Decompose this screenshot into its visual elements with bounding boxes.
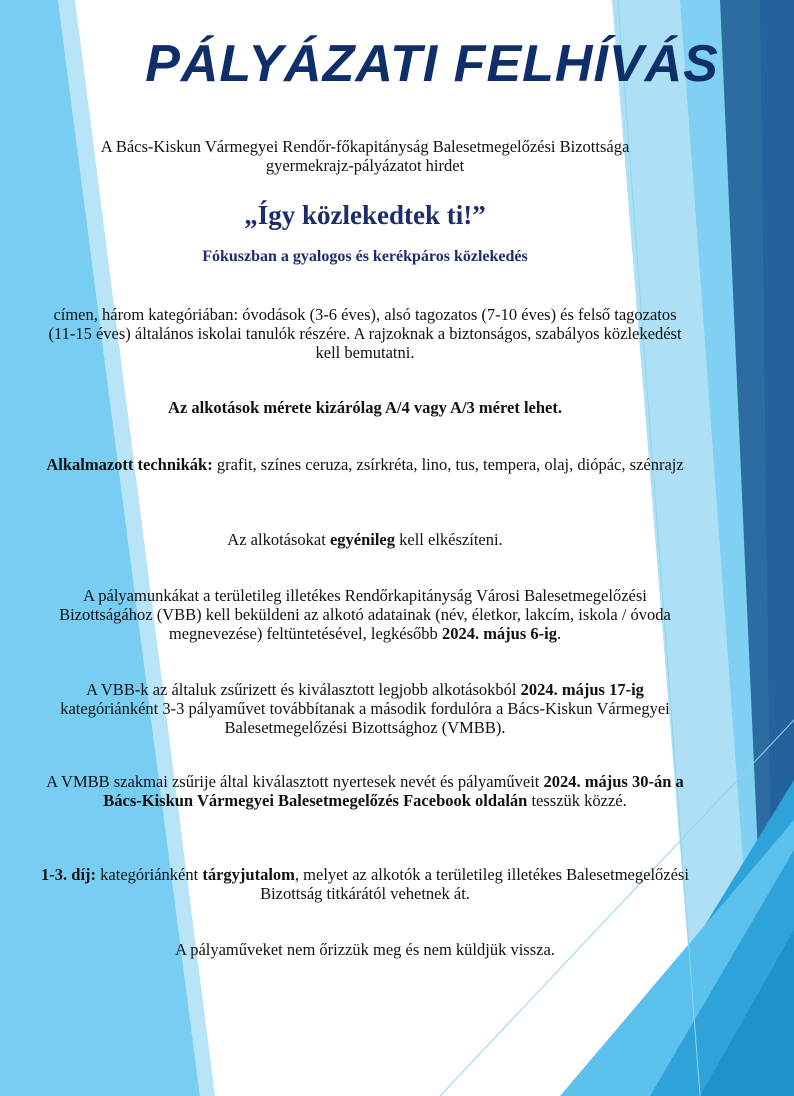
techniques-label: Alkalmazott technikák: xyxy=(46,455,213,474)
results-after: tesszük közzé. xyxy=(527,791,627,810)
techniques xyxy=(40,455,690,474)
submission-date: 2024. május 6-ig xyxy=(441,624,557,643)
submission-end: . xyxy=(556,624,562,643)
second-round-before: A VBB-k az általuk zsűrizett és kiválasztott legjobb alkotásokból xyxy=(86,680,521,699)
submission-text: A pályamunkákat a területileg illetékes Rendőrkapitányság Városi Balesetmegelőzési Bizottságához (VBB) kell beküldeni az alkotó adatainak (név, életkor, lakcím, iskola / óvoda megnevezése) feltüntetésével, legkésőbb xyxy=(59,586,671,643)
categories-text: címen, három kategóriában: óvodások (3-6 éves), alsó tagozatos (7-10 éves) és felső tagozatos (11-15 éves) általános iskolai tanulók részére. A rajzoknak a biztonságos, szabályos közlekedést kell bemutatni. xyxy=(48,305,682,362)
submission-info xyxy=(40,586,690,643)
second-round-date: 2024. május 17-ig xyxy=(520,680,644,699)
results-before: A VMBB szakmai zsűrije által kiválasztott nyertesek nevét és pályaműveit xyxy=(46,772,544,791)
individual-before: Az alkotásokat xyxy=(227,530,330,549)
individual-emph: egyénileg xyxy=(329,530,396,549)
size-rule xyxy=(40,398,690,417)
prize-mid: kategóriánként xyxy=(96,865,203,884)
intro xyxy=(40,137,690,175)
closing-note: A pályaműveket nem őrizzük meg és nem küldjük vissza. xyxy=(175,940,555,959)
prize-emph: tárgyjutalom xyxy=(202,865,295,884)
prize-after: , melyet az alkotók a területileg illetékes Balesetmegelőzési Bizottság titkárától vehetnek át. xyxy=(260,865,689,903)
techniques-text: grafit, színes ceruza, zsírkréta, lino, tus, tempera, olaj, diópác, szénrajz xyxy=(212,455,684,474)
intro-line-2: gyermekrajz-pályázatot hirdet xyxy=(265,156,465,175)
size-rule-text: Az alkotások mérete kizárólag A/4 vagy A/3 méret lehet. xyxy=(168,398,562,417)
second-round-after: kategóriánként 3-3 pályaművet továbbítanak a második fordulóra a Bács-Kiskun Vármegyei Balesetmegelőzési Bizottsághoz (VMBB). xyxy=(60,699,670,737)
individual-after: kell elkészíteni. xyxy=(395,530,503,549)
results-bold: 2024. május 30-án a Bács-Kiskun Vármegyei Balesetmegelőzés Facebook oldalán xyxy=(103,772,684,810)
results-info xyxy=(40,772,690,810)
page-title: PÁLYÁZATI FELHÍVÁS xyxy=(145,35,719,93)
individual-rule xyxy=(40,530,690,549)
intro-line-1: A Bács-Kiskun Vármegyei Rendőr-főkapitányság Balesetmegelőzési Bizottsága xyxy=(100,137,630,156)
contest-subject: „Így közlekedtek ti!” xyxy=(244,200,486,230)
second-round-info xyxy=(40,680,690,737)
prize-info xyxy=(40,865,690,903)
prize-label: 1-3. díj: xyxy=(41,865,97,884)
contest-focus: Fókuszban a gyalogos és kerékpáros közlekedés xyxy=(202,248,528,265)
